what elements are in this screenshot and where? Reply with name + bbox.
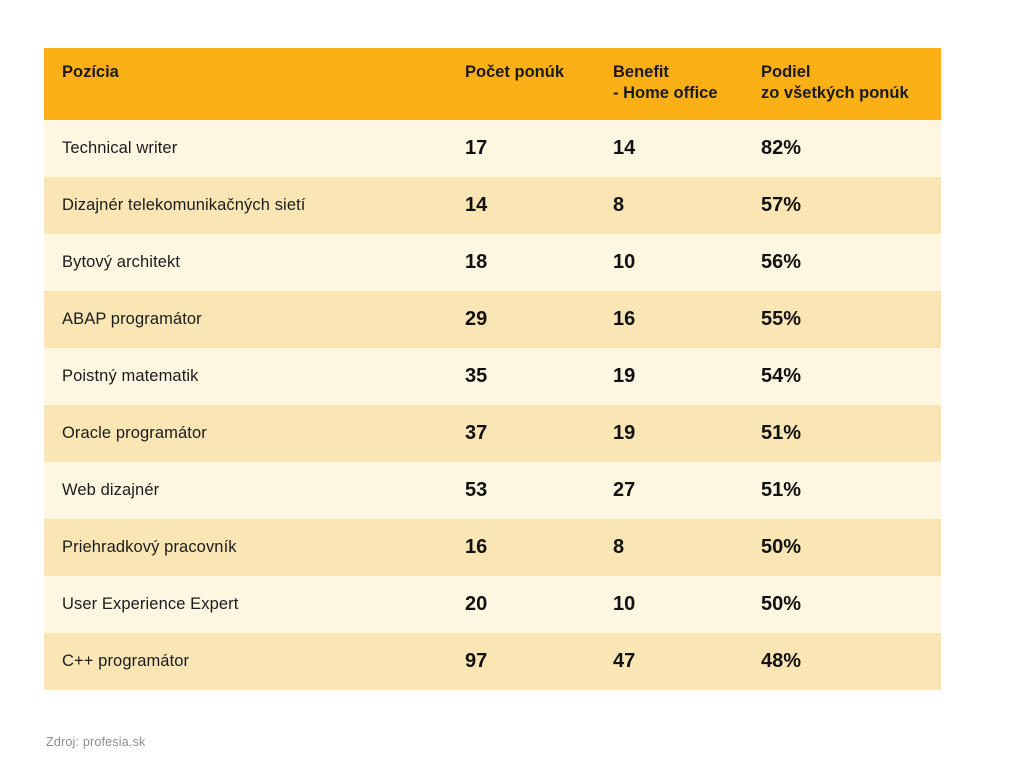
column-header-position — [44, 48, 447, 120]
cell-position: Technical writer — [44, 120, 447, 177]
cell-offers: 14 — [447, 177, 595, 234]
cell-offers: 17 — [447, 120, 595, 177]
cell-home-office: 16 — [595, 291, 743, 348]
cell-offers: 16 — [447, 519, 595, 576]
column-header-position-line1: Pozícia — [62, 63, 119, 81]
cell-position: ABAP programátor — [44, 291, 447, 348]
table-row — [44, 633, 941, 690]
table-body — [44, 120, 941, 690]
cell-share: 82% — [743, 120, 941, 177]
cell-home-office: 14 — [595, 120, 743, 177]
cell-offers: 53 — [447, 462, 595, 519]
cell-position: Web dizajnér — [44, 462, 447, 519]
cell-share: 51% — [743, 405, 941, 462]
cell-home-office: 19 — [595, 405, 743, 462]
cell-share: 54% — [743, 348, 941, 405]
cell-share: 55% — [743, 291, 941, 348]
cell-offers: 18 — [447, 234, 595, 291]
cell-home-office: 8 — [595, 519, 743, 576]
cell-home-office: 19 — [595, 348, 743, 405]
cell-share: 56% — [743, 234, 941, 291]
cell-home-office: 27 — [595, 462, 743, 519]
table-row — [44, 348, 941, 405]
table-row — [44, 519, 941, 576]
column-header-share — [743, 48, 941, 120]
table-row — [44, 177, 941, 234]
source-label: Zdroj: profesia.sk — [46, 735, 146, 749]
cell-position: Dizajnér telekomunikačných sietí — [44, 177, 447, 234]
column-header-home-office-line1: Benefit — [613, 63, 669, 81]
column-header-share-line1: Podiel — [761, 63, 811, 81]
table-container — [44, 48, 941, 690]
cell-share: 57% — [743, 177, 941, 234]
cell-offers: 29 — [447, 291, 595, 348]
column-header-home-office — [595, 48, 743, 120]
table-row — [44, 576, 941, 633]
cell-position: Bytový architekt — [44, 234, 447, 291]
column-header-home-office-line2: - Home office — [613, 84, 718, 103]
cell-position: Priehradkový pracovník — [44, 519, 447, 576]
table-row — [44, 291, 941, 348]
column-header-offers — [447, 48, 595, 120]
cell-home-office: 8 — [595, 177, 743, 234]
cell-offers: 20 — [447, 576, 595, 633]
table-row — [44, 405, 941, 462]
table-row — [44, 234, 941, 291]
offers-table — [44, 48, 941, 690]
cell-home-office: 10 — [595, 234, 743, 291]
cell-position: C++ programátor — [44, 633, 447, 690]
cell-share: 50% — [743, 519, 941, 576]
cell-offers: 35 — [447, 348, 595, 405]
cell-offers: 97 — [447, 633, 595, 690]
cell-offers: 37 — [447, 405, 595, 462]
cell-position: Poistný matematik — [44, 348, 447, 405]
table-header-row — [44, 48, 941, 120]
cell-home-office: 47 — [595, 633, 743, 690]
cell-position: User Experience Expert — [44, 576, 447, 633]
table-row — [44, 120, 941, 177]
cell-home-office: 10 — [595, 576, 743, 633]
table-row — [44, 462, 941, 519]
table-header — [44, 48, 941, 120]
cell-share: 48% — [743, 633, 941, 690]
cell-position: Oracle programátor — [44, 405, 447, 462]
column-header-share-line2: zo všetkých ponúk — [761, 84, 909, 103]
column-header-offers-line1: Počet ponúk — [465, 63, 565, 81]
cell-share: 51% — [743, 462, 941, 519]
cell-share: 50% — [743, 576, 941, 633]
